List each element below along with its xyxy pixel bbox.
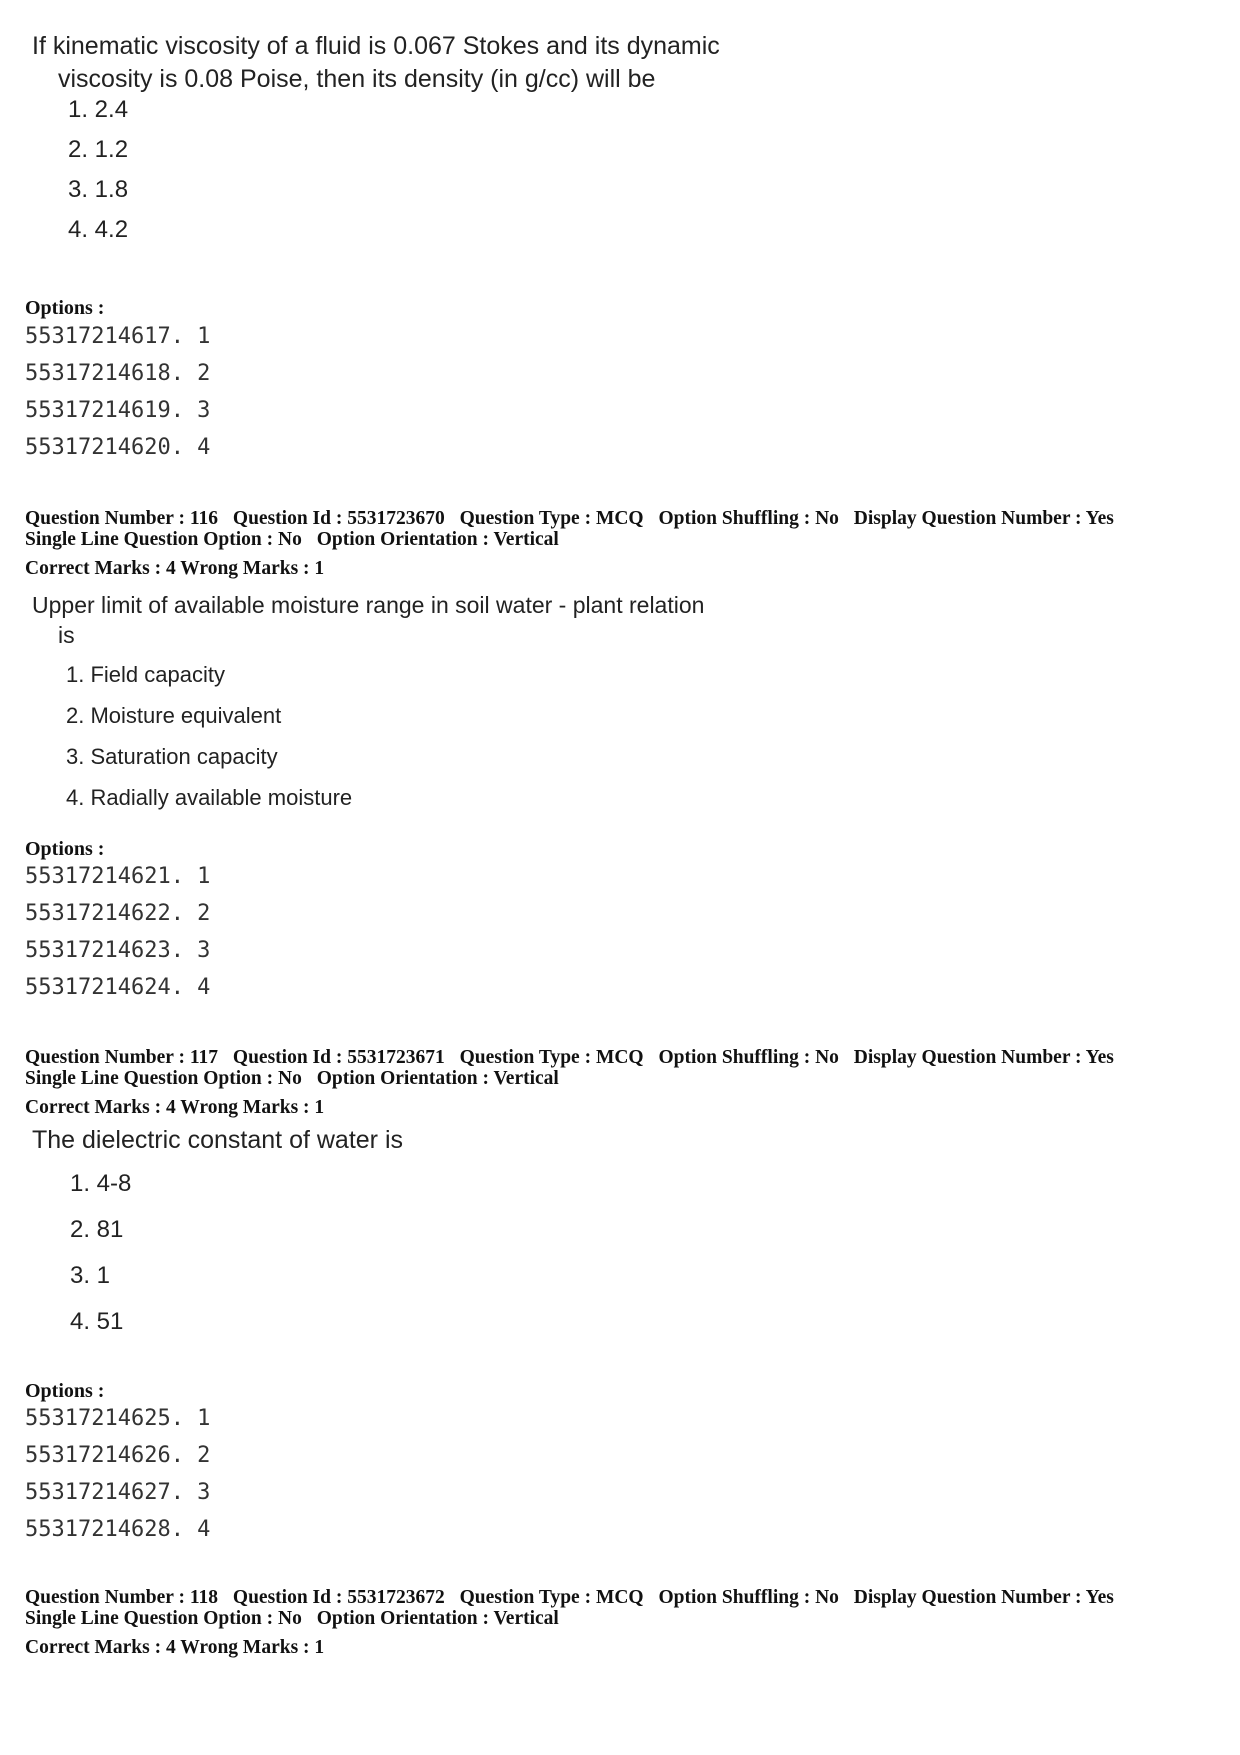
question-id: Question Id : 5531723670 (232, 508, 445, 529)
option-code: 55317214624. 4 (25, 975, 211, 1000)
choice-item: 2. Moisture equivalent (66, 703, 282, 728)
option-code: 55317214617. 1 (25, 324, 211, 349)
question-meta (25, 508, 1114, 550)
stem-line: viscosity is 0.08 Poise, then its density (in g/cc) will be (58, 65, 656, 93)
choice-item: 1. 2.4 (68, 96, 129, 123)
option-code: 55317214623. 3 (25, 938, 211, 963)
question-type: Question Type : MCQ (459, 508, 644, 529)
options-label: Options : (25, 838, 105, 860)
choice-item: 3. Saturation capacity (66, 744, 278, 769)
question-id: Question Id : 5531723672 (232, 1587, 445, 1608)
question-stem (32, 30, 720, 96)
wrong-marks: Wrong Marks : 1 (180, 1097, 325, 1118)
option-orientation: Option Orientation : Vertical (316, 1068, 559, 1089)
option-codes (25, 318, 210, 466)
single-line-option: Single Line Question Option : No (25, 529, 302, 550)
choice-item: 4. Radially available moisture (66, 785, 353, 810)
correct-marks: Correct Marks : 4 (25, 1637, 176, 1658)
single-line-option: Single Line Question Option : No (25, 1068, 302, 1089)
option-code: 55317214619. 3 (25, 398, 211, 423)
question-116-image (32, 590, 704, 650)
stem-line: If kinematic viscosity of a fluid is 0.067 Stokes and its dynamic (32, 32, 720, 60)
option-codes (25, 858, 210, 1006)
choice-item: 3. 1 (70, 1262, 111, 1289)
display-question-number: Display Question Number : Yes (853, 1587, 1114, 1608)
option-orientation: Option Orientation : Vertical (316, 529, 559, 550)
question-117-image (32, 1124, 403, 1157)
marks (25, 558, 324, 580)
question-number: Question Number : 117 (25, 1047, 219, 1068)
wrong-marks: Wrong Marks : 1 (180, 1637, 325, 1658)
options-label: Options : (25, 1380, 105, 1402)
option-code: 55317214618. 2 (25, 361, 211, 386)
question-115-image (32, 30, 720, 96)
question-stem (32, 590, 704, 650)
choice-item: 4. 51 (70, 1308, 124, 1335)
question-meta (25, 1587, 1114, 1629)
option-code: 55317214621. 1 (25, 864, 211, 889)
question-type: Question Type : MCQ (459, 1587, 644, 1608)
marks (25, 1637, 324, 1659)
question-stem: The dielectric constant of water is (32, 1126, 403, 1154)
option-orientation: Option Orientation : Vertical (316, 1608, 559, 1629)
question-type: Question Type : MCQ (459, 1047, 644, 1068)
choice-item: 4. 4.2 (68, 216, 129, 243)
options-label: Options : (25, 297, 105, 319)
question-meta (25, 1047, 1114, 1089)
option-codes (25, 1400, 210, 1548)
option-code: 55317214620. 4 (25, 435, 211, 460)
stem-line: Upper limit of available moisture range in soil water - plant relation (32, 592, 705, 618)
choice-item: 1. 4-8 (70, 1170, 132, 1197)
wrong-marks: Wrong Marks : 1 (180, 558, 325, 579)
stem-line: is (58, 622, 75, 648)
option-code: 55317214626. 2 (25, 1443, 211, 1468)
option-shuffling: Option Shuffling : No (658, 1047, 839, 1068)
display-question-number: Display Question Number : Yes (853, 508, 1114, 529)
display-question-number: Display Question Number : Yes (853, 1047, 1114, 1068)
correct-marks: Correct Marks : 4 (25, 1097, 176, 1118)
question-number: Question Number : 116 (25, 508, 219, 529)
choice-item: 1. Field capacity (66, 662, 225, 687)
choice-item: 2. 81 (70, 1216, 124, 1243)
option-code: 55317214627. 3 (25, 1480, 211, 1505)
option-code: 55317214622. 2 (25, 901, 211, 926)
option-shuffling: Option Shuffling : No (658, 508, 839, 529)
single-line-option: Single Line Question Option : No (25, 1608, 302, 1629)
choice-item: 3. 1.8 (68, 176, 129, 203)
question-number: Question Number : 118 (25, 1587, 219, 1608)
choice-item: 2. 1.2 (68, 136, 129, 163)
option-shuffling: Option Shuffling : No (658, 1587, 839, 1608)
correct-marks: Correct Marks : 4 (25, 558, 176, 579)
question-id: Question Id : 5531723671 (232, 1047, 445, 1068)
option-code: 55317214628. 4 (25, 1517, 211, 1542)
option-code: 55317214625. 1 (25, 1406, 211, 1431)
marks (25, 1097, 324, 1119)
